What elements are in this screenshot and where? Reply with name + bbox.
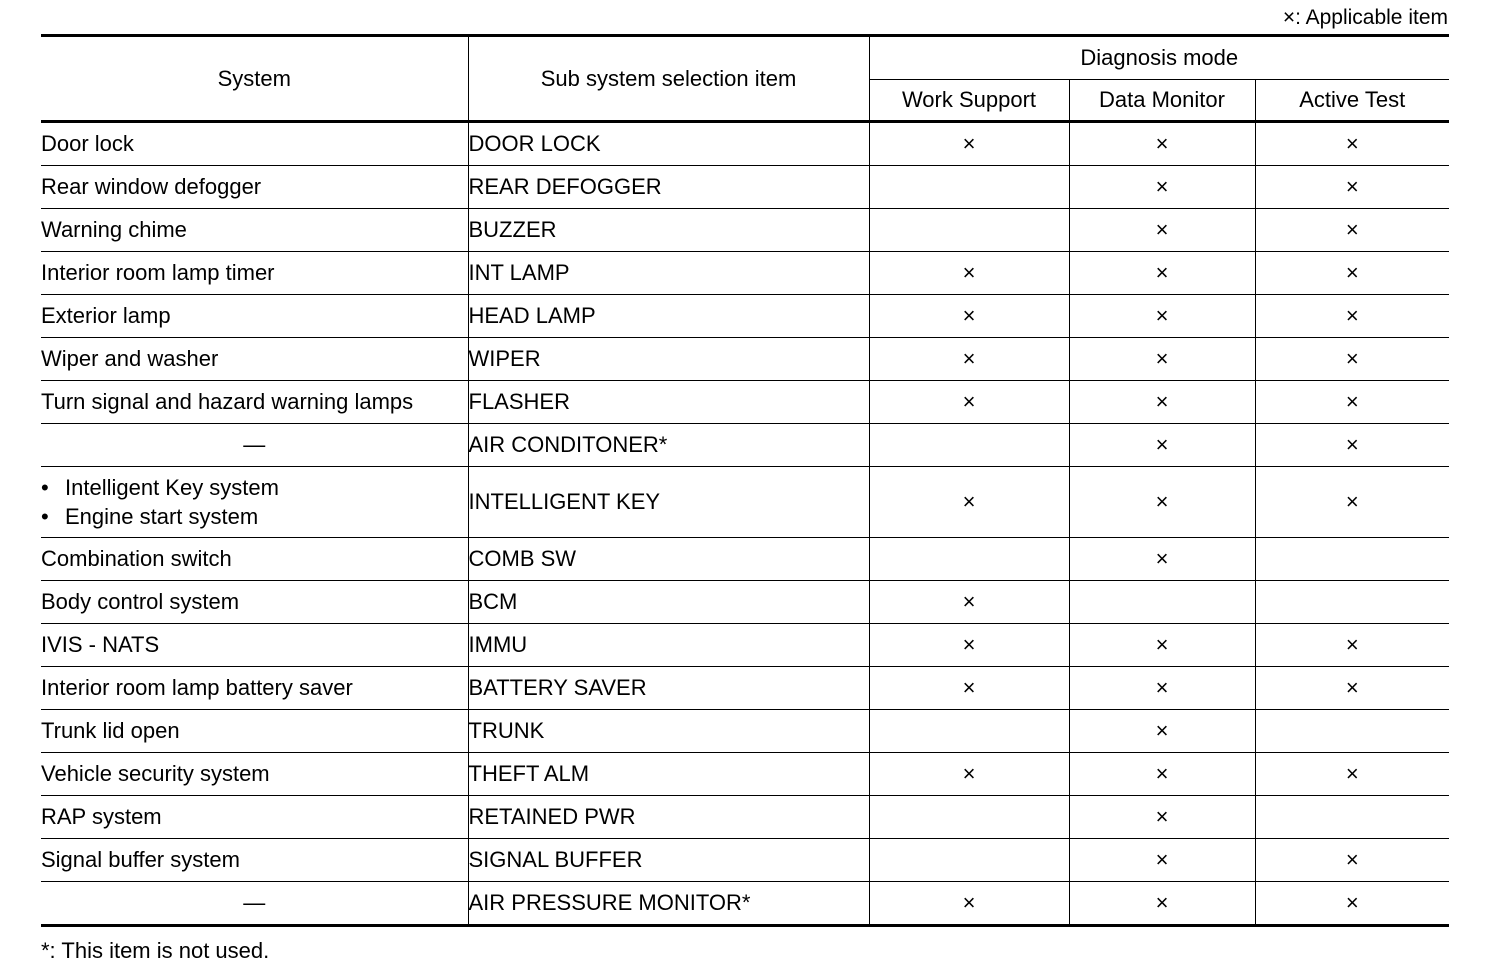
- active-test-cell: ×: [1255, 753, 1449, 796]
- table-row: [41, 424, 1449, 467]
- work-support-cell: ×: [869, 381, 1069, 424]
- data-monitor-cell: ×: [1069, 839, 1255, 882]
- system-cell: Body control system: [41, 581, 468, 624]
- header-work-support: Work Support: [869, 80, 1069, 122]
- data-monitor-cell: ×: [1069, 295, 1255, 338]
- data-monitor-cell: ×: [1069, 381, 1255, 424]
- system-bullet-text: Engine start system: [65, 504, 259, 529]
- sub-system-cell: INTELLIGENT KEY: [468, 467, 869, 538]
- sub-system-cell: TRUNK: [468, 710, 869, 753]
- table-row: [41, 122, 1449, 166]
- active-test-cell: ×: [1255, 338, 1449, 381]
- work-support-cell: ×: [869, 753, 1069, 796]
- sub-system-cell: BUZZER: [468, 209, 869, 252]
- active-test-cell: ×: [1255, 667, 1449, 710]
- active-test-cell: ×: [1255, 381, 1449, 424]
- active-test-cell: [1255, 538, 1449, 581]
- system-bullet-list: [41, 473, 468, 531]
- table-row: [41, 209, 1449, 252]
- table-header: [41, 36, 1449, 122]
- work-support-cell: ×: [869, 581, 1069, 624]
- active-test-cell: ×: [1255, 122, 1449, 166]
- active-test-cell: [1255, 581, 1449, 624]
- footnote: *: This item is not used.: [41, 938, 270, 963]
- table-row: [41, 882, 1449, 926]
- work-support-cell: ×: [869, 338, 1069, 381]
- system-cell: Door lock: [41, 131, 134, 156]
- header-system: System: [41, 36, 468, 122]
- system-cell: Interior room lamp timer: [41, 252, 468, 295]
- header-data-monitor: Data Monitor: [1069, 80, 1255, 122]
- system-cell: Turn signal and hazard warning lamps: [41, 381, 468, 424]
- system-cell: IVIS - NATS: [41, 624, 468, 667]
- active-test-cell: ×: [1255, 624, 1449, 667]
- table-row: [41, 295, 1449, 338]
- data-monitor-cell: [1069, 581, 1255, 624]
- active-test-cell: ×: [1255, 467, 1449, 538]
- data-monitor-cell: ×: [1069, 882, 1255, 926]
- data-monitor-cell: ×: [1069, 753, 1255, 796]
- system-bullet-item: [41, 473, 468, 502]
- work-support-cell: ×: [869, 467, 1069, 538]
- system-cell: Exterior lamp: [41, 295, 468, 338]
- data-monitor-cell: ×: [1069, 624, 1255, 667]
- system-cell: —: [41, 424, 468, 467]
- table-row: [41, 338, 1449, 381]
- data-monitor-cell: ×: [1069, 209, 1255, 252]
- system-cell: Combination switch: [41, 538, 468, 581]
- table-row: [41, 381, 1449, 424]
- sub-system-cell: IMMU: [468, 624, 869, 667]
- header-diagnosis-mode: Diagnosis mode: [869, 36, 1449, 80]
- applicable-item-legend: ×: Applicable item: [1282, 6, 1448, 29]
- data-monitor-cell: ×: [1069, 424, 1255, 467]
- active-test-cell: ×: [1255, 424, 1449, 467]
- work-support-cell: [869, 796, 1069, 839]
- sub-system-cell: BATTERY SAVER: [468, 667, 869, 710]
- table-row: [41, 624, 1449, 667]
- table-row: [41, 839, 1449, 882]
- active-test-cell: ×: [1255, 882, 1449, 926]
- data-monitor-cell: ×: [1069, 166, 1255, 209]
- table-row: [41, 467, 1449, 538]
- work-support-cell: [869, 424, 1069, 467]
- system-cell: Wiper and washer: [41, 338, 468, 381]
- sub-system-cell: INT LAMP: [468, 252, 869, 295]
- work-support-cell: [869, 710, 1069, 753]
- table-row: [41, 166, 1449, 209]
- sub-system-cell: AIR PRESSURE MONITOR*: [468, 882, 869, 926]
- sub-system-cell: DOOR LOCK: [468, 122, 869, 166]
- system-cell: Vehicle security system: [41, 753, 468, 796]
- table-row: [41, 538, 1449, 581]
- work-support-cell: ×: [869, 252, 1069, 295]
- bullet-icon: •: [41, 504, 49, 529]
- data-monitor-cell: ×: [1069, 667, 1255, 710]
- data-monitor-cell: ×: [1069, 122, 1255, 166]
- sub-system-cell: AIR CONDITONER*: [468, 424, 869, 467]
- table-row: [41, 796, 1449, 839]
- system-cell: Trunk lid open: [41, 710, 468, 753]
- data-monitor-cell: ×: [1069, 538, 1255, 581]
- system-cell: Interior room lamp battery saver: [41, 667, 468, 710]
- work-support-cell: ×: [869, 122, 1069, 166]
- data-monitor-cell: ×: [1069, 252, 1255, 295]
- active-test-cell: [1255, 796, 1449, 839]
- work-support-cell: [869, 166, 1069, 209]
- active-test-cell: [1255, 710, 1449, 753]
- sub-system-cell: FLASHER: [468, 381, 869, 424]
- sub-system-cell: SIGNAL BUFFER: [468, 839, 869, 882]
- active-test-cell: ×: [1255, 252, 1449, 295]
- diagnosis-mode-table: [41, 34, 1449, 927]
- system-bullet-item: [41, 502, 468, 531]
- work-support-cell: [869, 839, 1069, 882]
- active-test-cell: ×: [1255, 209, 1449, 252]
- sub-system-cell: BCM: [468, 581, 869, 624]
- data-monitor-cell: ×: [1069, 710, 1255, 753]
- active-test-cell: ×: [1255, 839, 1449, 882]
- system-cell: Rear window defogger: [41, 166, 468, 209]
- work-support-cell: [869, 209, 1069, 252]
- active-test-cell: ×: [1255, 166, 1449, 209]
- sub-system-cell: COMB SW: [468, 538, 869, 581]
- data-monitor-cell: ×: [1069, 338, 1255, 381]
- table-row: [41, 753, 1449, 796]
- system-cell: Signal buffer system: [41, 839, 468, 882]
- table-row: [41, 710, 1449, 753]
- sub-system-cell: THEFT ALM: [468, 753, 869, 796]
- system-cell: [41, 467, 468, 538]
- header-sub-system: Sub system selection item: [468, 36, 869, 122]
- system-cell: Warning chime: [41, 209, 468, 252]
- sub-system-cell: HEAD LAMP: [468, 295, 869, 338]
- data-monitor-cell: ×: [1069, 796, 1255, 839]
- work-support-cell: ×: [869, 295, 1069, 338]
- work-support-cell: [869, 538, 1069, 581]
- sub-system-cell: WIPER: [468, 338, 869, 381]
- header-active-test: Active Test: [1255, 80, 1449, 122]
- data-monitor-cell: ×: [1069, 467, 1255, 538]
- bullet-icon: •: [41, 475, 49, 500]
- active-test-cell: ×: [1255, 295, 1449, 338]
- work-support-cell: ×: [869, 882, 1069, 926]
- table-row: [41, 581, 1449, 624]
- system-cell: —: [41, 882, 468, 926]
- work-support-cell: ×: [869, 624, 1069, 667]
- system-bullet-text: Intelligent Key system: [65, 475, 279, 500]
- sub-system-cell: RETAINED PWR: [468, 796, 869, 839]
- table-row: [41, 252, 1449, 295]
- table-body: [41, 122, 1449, 926]
- table-row: [41, 667, 1449, 710]
- work-support-cell: ×: [869, 667, 1069, 710]
- system-cell: RAP system: [41, 796, 468, 839]
- sub-system-cell: REAR DEFOGGER: [468, 166, 869, 209]
